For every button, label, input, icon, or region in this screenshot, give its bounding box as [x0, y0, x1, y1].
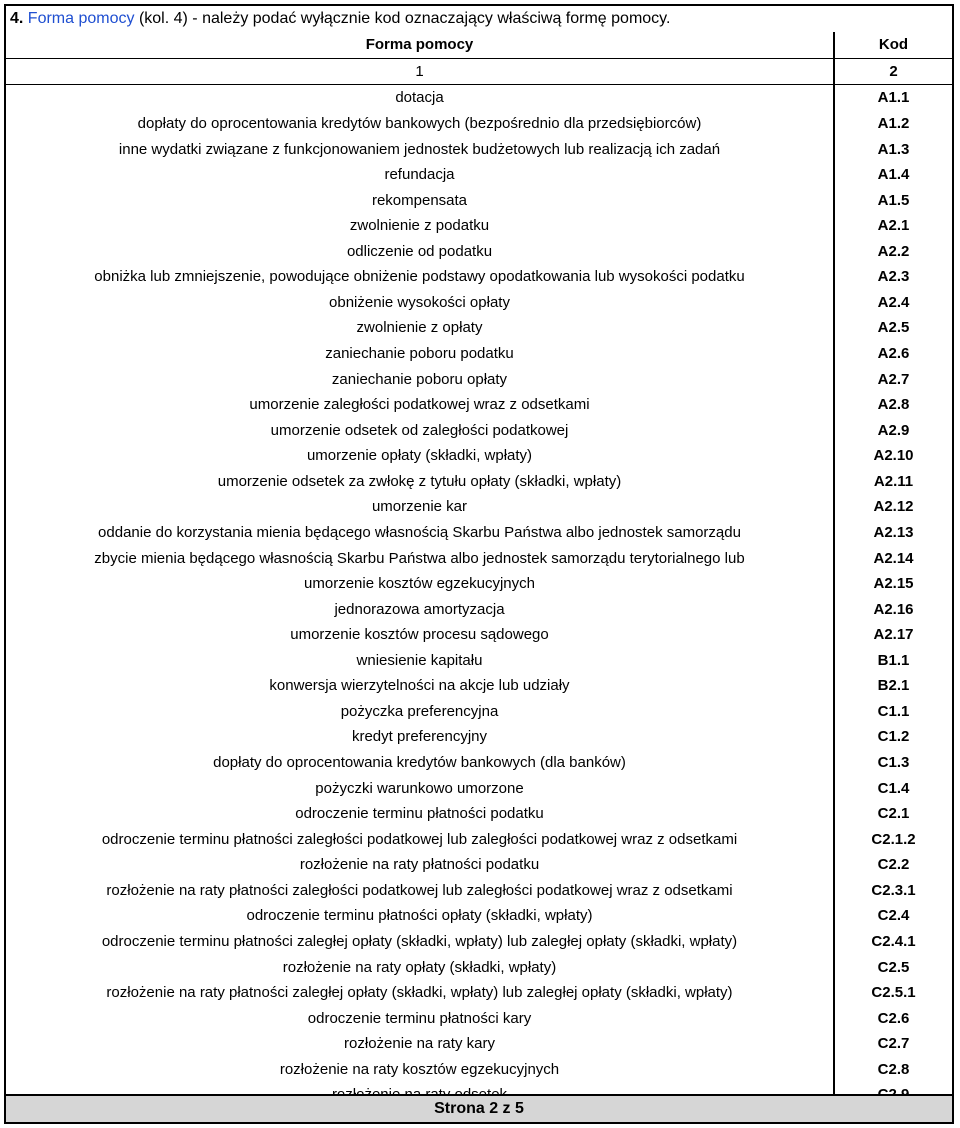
table-row: [6, 545, 952, 571]
row-description: rozłożenie na raty opłaty (składki, wpłaty): [6, 954, 834, 980]
row-code: A2.16: [873, 600, 914, 618]
column-number-1: 1: [6, 58, 834, 85]
table-row: [6, 469, 952, 495]
row-code: A2.8: [877, 396, 910, 414]
row-description: dopłaty do oprocentowania kredytów bankowych (bezpośrednio dla przedsiębiorców): [6, 111, 834, 137]
table-row: [6, 85, 952, 111]
row-description: odroczenie terminu płatności opłaty (składki, wpłaty): [6, 903, 834, 929]
table-row: [6, 724, 952, 750]
table-row: [6, 520, 952, 546]
row-description: rozłożenie na raty płatności podatku: [6, 852, 834, 878]
row-code: A2.3: [877, 268, 910, 286]
section-heading-text: (kol. 4) - należy podać wyłącznie kod oznaczający właściwą formę pomocy.: [134, 10, 671, 27]
table-row: [6, 929, 952, 955]
forma-pomocy-link[interactable]: Forma pomocy: [27, 10, 135, 27]
row-description: rozłożenie na raty płatności zaległości podatkowej lub zaległości podatkowej wraz z odsetkami: [6, 878, 834, 904]
row-code: B2.1: [877, 677, 910, 695]
row-description: zbycie mienia będącego własnością Skarbu Państwa albo jednostek samorządu terytorialnego lub: [6, 545, 834, 571]
row-code: A2.15: [873, 575, 914, 593]
table-row: [6, 775, 952, 801]
table-row: [6, 1057, 952, 1083]
table-row: [6, 213, 952, 239]
row-description: rozłożenie na raty kosztów egzekucyjnych: [6, 1057, 834, 1083]
row-code: A2.5: [877, 319, 910, 337]
table-row: [6, 111, 952, 137]
row-code: C2.1.2: [871, 830, 916, 848]
row-description: odliczenie od podatku: [6, 239, 834, 265]
table-row: [6, 980, 952, 1006]
table-row: [6, 315, 952, 341]
row-description: zaniechanie poboru podatku: [6, 341, 834, 367]
row-code: C2.4.1: [871, 932, 916, 950]
table-row: [6, 341, 952, 367]
row-description: wniesienie kapitału: [6, 648, 834, 674]
table-row: [6, 878, 952, 904]
row-code: A2.13: [873, 523, 914, 541]
table-row: [6, 239, 952, 265]
row-description: odroczenie terminu płatności kary: [6, 1005, 834, 1031]
row-code: A2.12: [873, 498, 914, 516]
row-description: pożyczki warunkowo umorzone: [6, 775, 834, 801]
row-code: C2.6: [877, 1009, 910, 1027]
row-description: umorzenie kar: [6, 494, 834, 520]
table-row: [6, 290, 952, 316]
row-description: umorzenie kosztów procesu sądowego: [6, 622, 834, 648]
table-row: [6, 366, 952, 392]
table-row: [6, 826, 952, 852]
row-description: konwersja wierzytelności na akcje lub udziały: [6, 673, 834, 699]
row-code: A2.14: [873, 549, 914, 567]
row-code: A2.11: [873, 472, 914, 490]
table-row: [6, 187, 952, 213]
row-description: umorzenie opłaty (składki, wpłaty): [6, 443, 834, 469]
row-description: rozłożenie na raty kary: [6, 1031, 834, 1057]
header-forma-pomocy: Forma pomocy: [6, 32, 834, 58]
row-description: zwolnienie z podatku: [6, 213, 834, 239]
row-code: A2.4: [877, 293, 910, 311]
row-code: C2.5.1: [871, 984, 916, 1002]
section-heading: [6, 6, 952, 32]
row-code: C2.4: [877, 907, 910, 925]
row-code: A1.4: [877, 166, 910, 184]
table-frame: [4, 4, 954, 1124]
table-row: [6, 443, 952, 469]
column-number-2: 2: [834, 58, 952, 85]
table-row: [6, 699, 952, 725]
row-code: C2.3.1: [871, 881, 916, 899]
table-row: [6, 264, 952, 290]
row-code: A2.2: [877, 242, 910, 260]
row-code: A1.5: [877, 191, 910, 209]
row-code: A2.17: [873, 626, 914, 644]
header-kod: Kod: [834, 32, 952, 58]
row-description: umorzenie odsetek od zaległości podatkowej: [6, 417, 834, 443]
row-description: dotacja: [6, 85, 834, 111]
table-row: [6, 417, 952, 443]
page-footer: [6, 1094, 952, 1122]
row-code: C1.4: [877, 779, 910, 797]
row-description: obniżka lub zmniejszenie, powodujące obniżenie podstawy opodatkowania lub wysokości podatku: [6, 264, 834, 290]
table-row: [6, 673, 952, 699]
row-description: inne wydatki związane z funkcjonowaniem jednostek budżetowych lub realizacją ich zadań: [6, 136, 834, 162]
table-row: [6, 494, 952, 520]
row-description: oddanie do korzystania mienia będącego własnością Skarbu Państwa albo jednostek samorządu: [6, 520, 834, 546]
row-code: C2.5: [877, 958, 910, 976]
row-code: C1.2: [877, 728, 910, 746]
table-row: [6, 801, 952, 827]
row-code: C2.2: [877, 856, 910, 874]
row-code: A2.10: [873, 447, 914, 465]
row-description: kredyt preferencyjny: [6, 724, 834, 750]
row-description: dopłaty do oprocentowania kredytów bankowych (dla banków): [6, 750, 834, 776]
table-row: [6, 596, 952, 622]
row-description: rozłożenie na raty płatności zaległej opłaty (składki, wpłaty) lub zaległej opłaty (składki, wpłaty): [6, 980, 834, 1006]
row-code: A2.9: [877, 421, 910, 439]
table-header-row: [6, 32, 952, 58]
row-code: A2.1: [877, 217, 910, 235]
table-row: [6, 571, 952, 597]
row-description: odroczenie terminu płatności zaległej opłaty (składki, wpłaty) lub zaległej opłaty (składki, wpłaty): [6, 929, 834, 955]
row-description: odroczenie terminu płatności podatku: [6, 801, 834, 827]
row-description: obniżenie wysokości opłaty: [6, 290, 834, 316]
page-number: Strona 2 z 5: [434, 1100, 524, 1117]
table-row: [6, 750, 952, 776]
row-code: A1.1: [877, 89, 910, 107]
table-row: [6, 392, 952, 418]
row-code: C2.7: [877, 1035, 910, 1053]
table-row: [6, 162, 952, 188]
row-description: rekompensata: [6, 187, 834, 213]
row-code: C2.1: [877, 805, 910, 823]
table-row: [6, 852, 952, 878]
row-code: A1.3: [877, 140, 910, 158]
table-row: [6, 136, 952, 162]
row-description: zwolnienie z opłaty: [6, 315, 834, 341]
table-row: [6, 954, 952, 980]
row-code: C2.8: [877, 1060, 910, 1078]
table-row: [6, 1005, 952, 1031]
table-row: [6, 1031, 952, 1057]
row-code: A2.6: [877, 345, 910, 363]
row-description: zaniechanie poboru opłaty: [6, 366, 834, 392]
row-description: refundacja: [6, 162, 834, 188]
table-row: [6, 648, 952, 674]
row-description: odroczenie terminu płatności zaległości podatkowej lub zaległości podatkowej wraz z odsetkami: [6, 826, 834, 852]
table-row: [6, 622, 952, 648]
row-description: umorzenie odsetek za zwłokę z tytułu opłaty (składki, wpłaty): [6, 469, 834, 495]
row-description: umorzenie kosztów egzekucyjnych: [6, 571, 834, 597]
section-number: 4.: [10, 10, 24, 27]
row-code: C1.3: [877, 754, 910, 772]
row-description: umorzenie zaległości podatkowej wraz z odsetkami: [6, 392, 834, 418]
row-code: A1.2: [877, 114, 910, 132]
table-row: [6, 903, 952, 929]
row-code: A2.7: [877, 370, 910, 388]
column-number-row: [6, 58, 952, 85]
row-description: pożyczka preferencyjna: [6, 699, 834, 725]
aid-forms-table: [6, 32, 952, 1108]
row-code: B1.1: [877, 651, 910, 669]
row-description: jednorazowa amortyzacja: [6, 596, 834, 622]
row-code: C1.1: [877, 702, 910, 720]
